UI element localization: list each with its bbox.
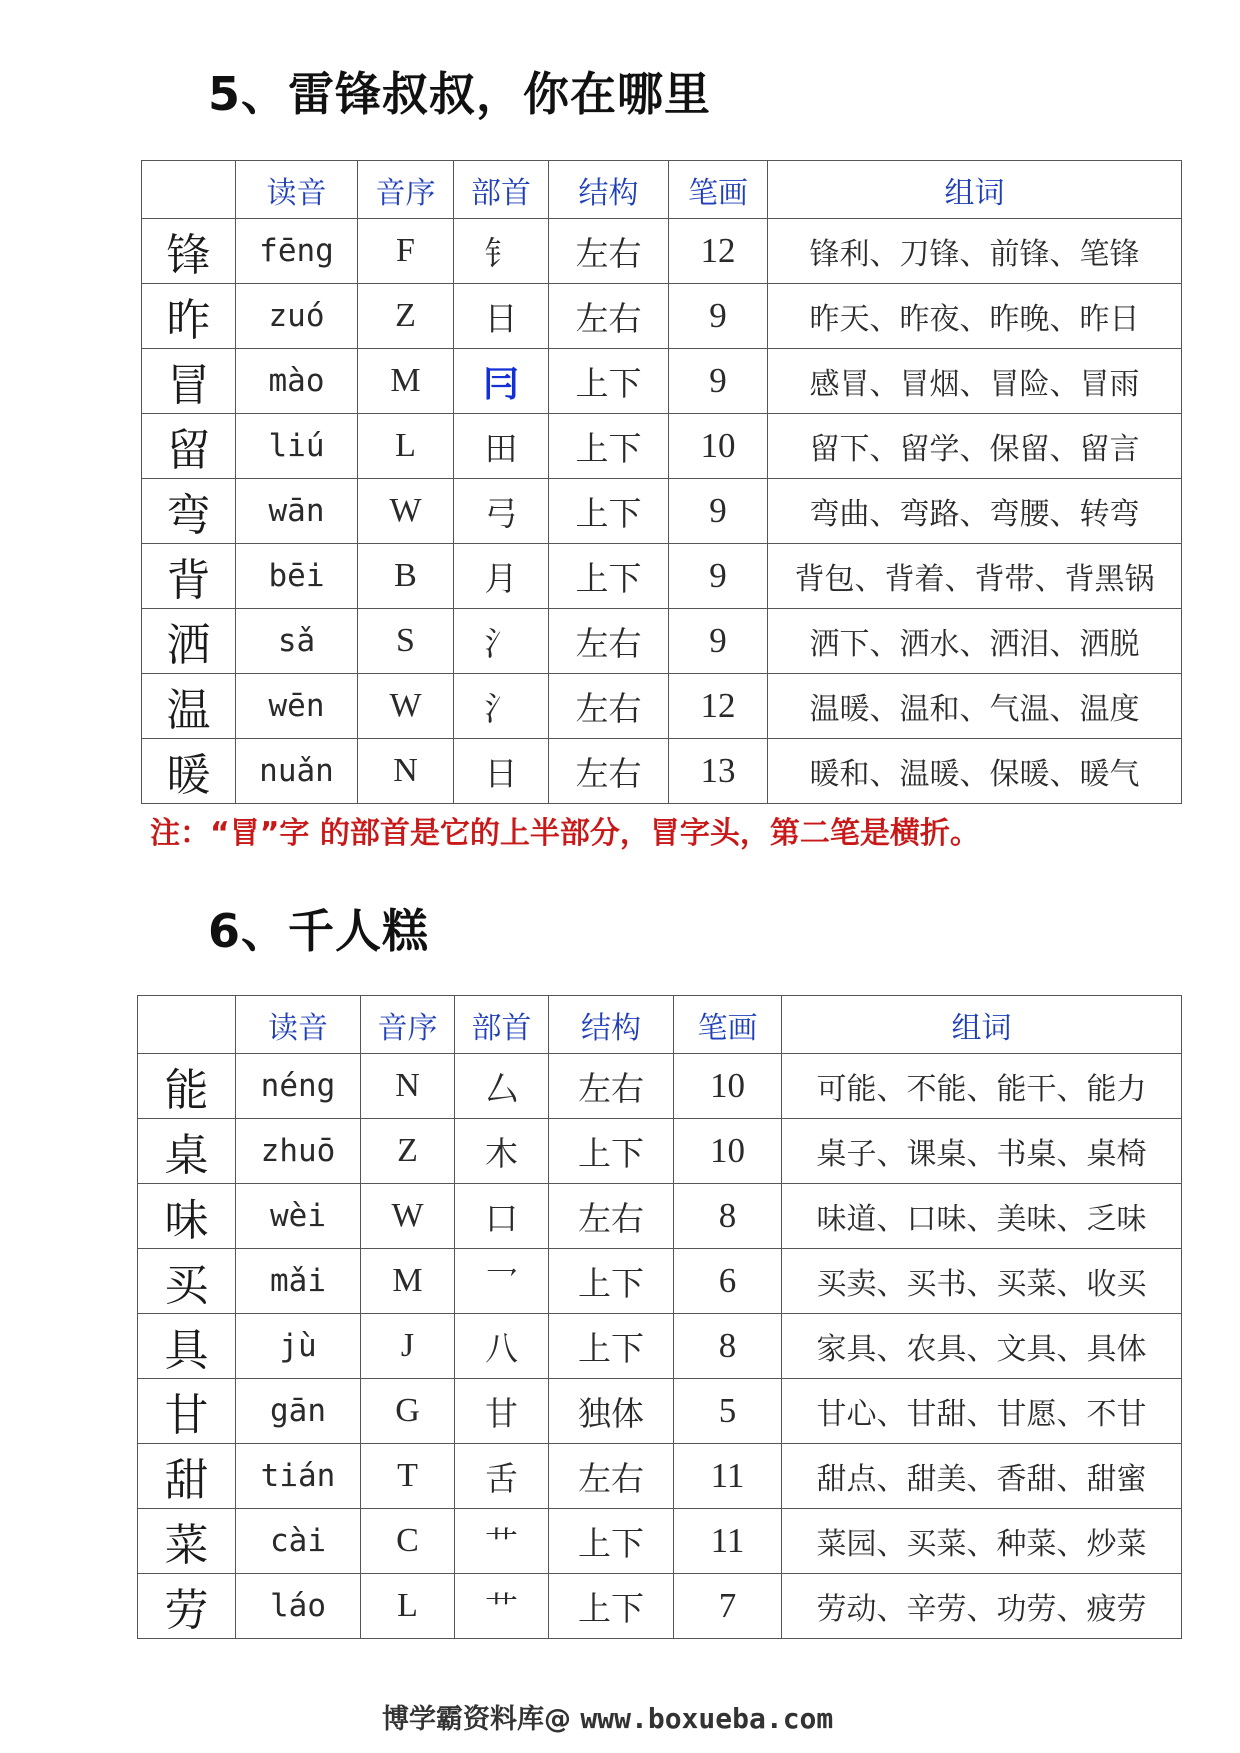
strokes-cell: 8 — [674, 1184, 782, 1249]
words-cell: 留下、留学、保留、留言 — [768, 414, 1182, 479]
strokes-cell: 9 — [669, 479, 768, 544]
pinyin-cell: gān — [236, 1379, 361, 1444]
letter-cell: J — [361, 1314, 455, 1379]
structure-cell: 上下 — [549, 479, 669, 544]
letter-cell: N — [361, 1054, 455, 1119]
letter-cell: Z — [358, 284, 454, 349]
radical-cell: 艹 — [455, 1509, 549, 1574]
letter-cell: N — [358, 739, 454, 804]
radical-cell: 乛 — [455, 1249, 549, 1314]
table-row — [142, 219, 1182, 284]
letter-cell: Z — [361, 1119, 455, 1184]
character-cell: 洒 — [142, 609, 236, 674]
table-header-row — [142, 161, 1182, 219]
pinyin-cell: wèi — [236, 1184, 361, 1249]
table-row — [138, 1119, 1182, 1184]
letter-cell: T — [361, 1444, 455, 1509]
radical-cell: 口 — [455, 1184, 549, 1249]
structure-cell: 上下 — [549, 349, 669, 414]
strokes-cell: 5 — [674, 1379, 782, 1444]
pinyin-cell: mào — [236, 349, 358, 414]
pinyin-cell: wēn — [236, 674, 358, 739]
table-row — [138, 1444, 1182, 1509]
table-row — [138, 1379, 1182, 1444]
table-row — [142, 284, 1182, 349]
character-cell: 弯 — [142, 479, 236, 544]
words-cell: 甘心、甘甜、甘愿、不甘 — [782, 1379, 1182, 1444]
letter-cell: W — [358, 674, 454, 739]
radical-cell: 田 — [454, 414, 549, 479]
pinyin-cell: láo — [236, 1574, 361, 1639]
character-cell: 桌 — [138, 1119, 236, 1184]
letter-cell: C — [361, 1509, 455, 1574]
radical-cell-highlighted: 冃 — [454, 349, 549, 414]
structure-cell: 独体 — [549, 1379, 674, 1444]
header-strokes: 笔画 — [674, 996, 782, 1054]
character-cell: 味 — [138, 1184, 236, 1249]
radical-cell: 日 — [454, 739, 549, 804]
strokes-cell: 7 — [674, 1574, 782, 1639]
header-words: 组词 — [782, 996, 1182, 1054]
structure-cell: 左右 — [549, 284, 669, 349]
section-1-character-table — [141, 160, 1182, 804]
character-cell: 菜 — [138, 1509, 236, 1574]
radical-cell: 氵 — [454, 674, 549, 739]
radical-cell: 氵 — [454, 609, 549, 674]
letter-cell: S — [358, 609, 454, 674]
structure-cell: 上下 — [549, 1574, 674, 1639]
radical-cell: 月 — [454, 544, 549, 609]
character-cell: 锋 — [142, 219, 236, 284]
pinyin-cell: sǎ — [236, 609, 358, 674]
words-cell: 感冒、冒烟、冒险、冒雨 — [768, 349, 1182, 414]
words-cell: 锋利、刀锋、前锋、笔锋 — [768, 219, 1182, 284]
strokes-cell: 10 — [669, 414, 768, 479]
character-cell: 暖 — [142, 739, 236, 804]
strokes-cell: 10 — [674, 1054, 782, 1119]
footer-site-name: 博学霸资料库@ — [382, 1704, 571, 1735]
table-row — [138, 1249, 1182, 1314]
structure-cell: 上下 — [549, 1249, 674, 1314]
words-cell: 劳动、辛劳、功劳、疲劳 — [782, 1574, 1182, 1639]
strokes-cell: 11 — [674, 1444, 782, 1509]
structure-cell: 左右 — [549, 219, 669, 284]
character-cell: 温 — [142, 674, 236, 739]
words-cell: 洒下、洒水、洒泪、洒脱 — [768, 609, 1182, 674]
pinyin-cell: cài — [236, 1509, 361, 1574]
words-cell: 背包、背着、背带、背黑锅 — [768, 544, 1182, 609]
words-cell: 甜点、甜美、香甜、甜蜜 — [782, 1444, 1182, 1509]
table-row — [142, 739, 1182, 804]
strokes-cell: 10 — [674, 1119, 782, 1184]
strokes-cell: 11 — [674, 1509, 782, 1574]
header-strokes: 笔画 — [669, 161, 768, 219]
letter-cell: G — [361, 1379, 455, 1444]
header-structure: 结构 — [549, 996, 674, 1054]
header-pinyin: 读音 — [236, 996, 361, 1054]
character-cell: 冒 — [142, 349, 236, 414]
radical-cell: 钅 — [454, 219, 549, 284]
table-row — [142, 544, 1182, 609]
structure-cell: 左右 — [549, 1184, 674, 1249]
words-cell: 家具、农具、文具、具体 — [782, 1314, 1182, 1379]
letter-cell: L — [358, 414, 454, 479]
character-cell: 买 — [138, 1249, 236, 1314]
header-radical: 部首 — [455, 996, 549, 1054]
words-cell: 菜园、买菜、种菜、炒菜 — [782, 1509, 1182, 1574]
table-row — [138, 1054, 1182, 1119]
words-cell: 买卖、买书、买菜、收买 — [782, 1249, 1182, 1314]
letter-cell: M — [361, 1249, 455, 1314]
pinyin-cell: wān — [236, 479, 358, 544]
table-row — [142, 674, 1182, 739]
strokes-cell: 9 — [669, 284, 768, 349]
header-blank — [142, 161, 236, 219]
letter-cell: W — [361, 1184, 455, 1249]
words-cell: 桌子、课桌、书桌、桌椅 — [782, 1119, 1182, 1184]
table-header-row — [138, 996, 1182, 1054]
strokes-cell: 13 — [669, 739, 768, 804]
header-letter: 音序 — [361, 996, 455, 1054]
pinyin-cell: bēi — [236, 544, 358, 609]
pinyin-cell: fēng — [236, 219, 358, 284]
pinyin-cell: liú — [236, 414, 358, 479]
footer-watermark — [382, 1697, 833, 1736]
radical-cell: 厶 — [455, 1054, 549, 1119]
letter-cell: L — [361, 1574, 455, 1639]
words-cell: 味道、口味、美味、乏味 — [782, 1184, 1182, 1249]
words-cell: 温暖、温和、气温、温度 — [768, 674, 1182, 739]
structure-cell: 左右 — [549, 674, 669, 739]
words-cell: 暖和、温暖、保暖、暖气 — [768, 739, 1182, 804]
structure-cell: 上下 — [549, 1314, 674, 1379]
section-2-character-table — [137, 995, 1182, 1639]
letter-cell: B — [358, 544, 454, 609]
radical-cell: 舌 — [455, 1444, 549, 1509]
structure-cell: 左右 — [549, 609, 669, 674]
strokes-cell: 6 — [674, 1249, 782, 1314]
words-cell: 昨天、昨夜、昨晚、昨日 — [768, 284, 1182, 349]
radical-note: 注：“冒”字 的部首是它的上半部分，冒字头，第二笔是横折。 — [150, 816, 980, 851]
character-cell: 留 — [142, 414, 236, 479]
header-radical: 部首 — [454, 161, 549, 219]
pinyin-cell: jù — [236, 1314, 361, 1379]
radical-cell: 木 — [455, 1119, 549, 1184]
structure-cell: 上下 — [549, 1509, 674, 1574]
structure-cell: 上下 — [549, 544, 669, 609]
character-cell: 背 — [142, 544, 236, 609]
character-cell: 能 — [138, 1054, 236, 1119]
table-row — [138, 1314, 1182, 1379]
table-row — [142, 349, 1182, 414]
character-cell: 劳 — [138, 1574, 236, 1639]
radical-cell: 甘 — [455, 1379, 549, 1444]
radical-cell: 日 — [454, 284, 549, 349]
words-cell: 可能、不能、能干、能力 — [782, 1054, 1182, 1119]
table-row — [138, 1184, 1182, 1249]
header-structure: 结构 — [549, 161, 669, 219]
letter-cell: W — [358, 479, 454, 544]
header-letter: 音序 — [358, 161, 454, 219]
structure-cell: 上下 — [549, 1119, 674, 1184]
letter-cell: M — [358, 349, 454, 414]
strokes-cell: 9 — [669, 544, 768, 609]
table-row — [142, 609, 1182, 674]
character-cell: 甘 — [138, 1379, 236, 1444]
table-row — [138, 1574, 1182, 1639]
pinyin-cell: tián — [236, 1444, 361, 1509]
radical-cell: 艹 — [455, 1574, 549, 1639]
footer-url: www.boxueba.com — [580, 1702, 834, 1735]
pinyin-cell: nuǎn — [236, 739, 358, 804]
structure-cell: 左右 — [549, 1054, 674, 1119]
table-row — [142, 414, 1182, 479]
header-words: 组词 — [768, 161, 1182, 219]
header-blank — [138, 996, 236, 1054]
strokes-cell: 9 — [669, 349, 768, 414]
structure-cell: 左右 — [549, 1444, 674, 1509]
strokes-cell: 12 — [669, 219, 768, 284]
character-cell: 甜 — [138, 1444, 236, 1509]
section-1-title: 5、雷锋叔叔，你在哪里 — [208, 67, 712, 121]
structure-cell: 上下 — [549, 414, 669, 479]
character-cell: 昨 — [142, 284, 236, 349]
table-row — [138, 1509, 1182, 1574]
radical-cell: 八 — [455, 1314, 549, 1379]
header-pinyin: 读音 — [236, 161, 358, 219]
radical-cell: 弓 — [454, 479, 549, 544]
section-2-title: 6、千人糕 — [208, 904, 430, 958]
structure-cell: 左右 — [549, 739, 669, 804]
pinyin-cell: zuó — [236, 284, 358, 349]
pinyin-cell: mǎi — [236, 1249, 361, 1314]
table-row — [142, 479, 1182, 544]
strokes-cell: 9 — [669, 609, 768, 674]
character-cell: 具 — [138, 1314, 236, 1379]
pinyin-cell: zhuō — [236, 1119, 361, 1184]
words-cell: 弯曲、弯路、弯腰、转弯 — [768, 479, 1182, 544]
pinyin-cell: néng — [236, 1054, 361, 1119]
letter-cell: F — [358, 219, 454, 284]
strokes-cell: 8 — [674, 1314, 782, 1379]
strokes-cell: 12 — [669, 674, 768, 739]
